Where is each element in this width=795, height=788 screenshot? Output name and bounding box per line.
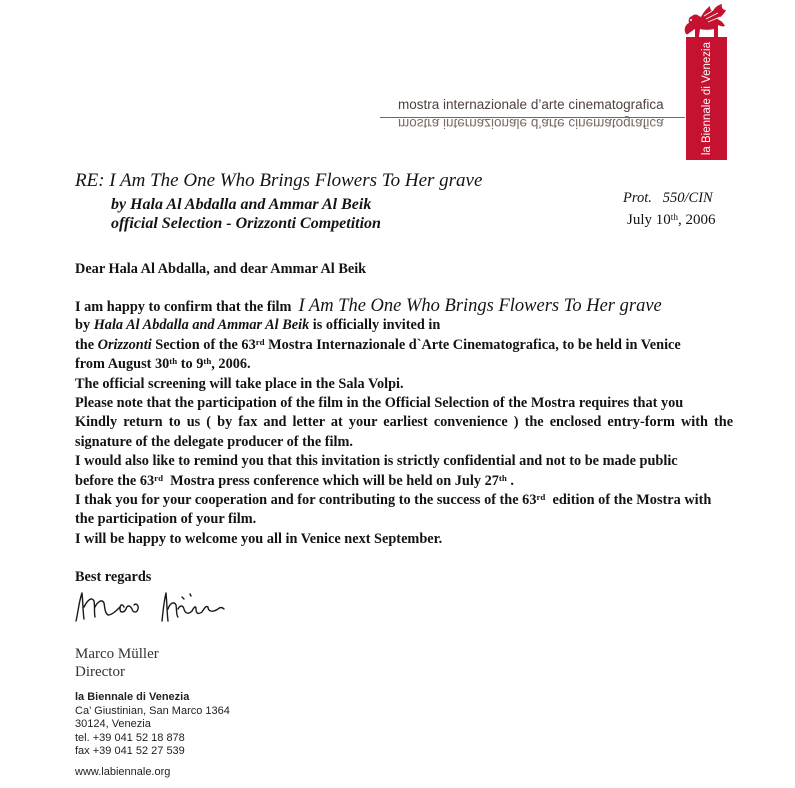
body-text: Mostra Internazionale d`Arte Cinematografica, to be held in Venice	[264, 336, 681, 353]
body-text: Mostra press conference which will be held on July 27	[163, 472, 499, 489]
brand-bar	[686, 37, 727, 160]
body-text: by	[75, 317, 94, 334]
body-line	[75, 433, 733, 452]
body-text: I am happy to confirm that the film	[75, 299, 292, 315]
ordinal-suffix: rd	[255, 336, 265, 347]
body-line	[75, 452, 733, 471]
ordinal-suffix: rd	[154, 472, 164, 483]
date-text: , 2006	[678, 212, 716, 228]
body-text: The official screening will take place in the Sala Volpi.	[75, 375, 404, 392]
body-text: Kindly return to us ( by fax and letter at your earliest convenience ) the enclosed entry-form with the	[75, 414, 734, 431]
salutation: Dear Hala Al Abdalla, and dear Ammar Al Beik	[75, 261, 367, 277]
ordinal-suffix: th	[498, 472, 507, 483]
winged-lion-icon	[682, 2, 728, 38]
body-text: .	[506, 472, 514, 489]
event-name-reflection: mostra internazionale d’arte cinematografica	[398, 116, 664, 131]
body-line	[75, 413, 733, 432]
body-text: , 2006.	[211, 356, 251, 373]
signature-image	[70, 585, 230, 630]
letter-body	[75, 297, 733, 549]
body-line	[75, 336, 733, 355]
body-line	[75, 510, 733, 529]
body-text: the	[75, 336, 98, 353]
body-line	[75, 472, 733, 491]
ordinal-suffix: th	[670, 212, 678, 223]
footer-website: www.labiennale.org	[75, 766, 171, 778]
body-text: I would also like to remind you that this invitation is strictly confidential and not to be made public	[75, 453, 678, 470]
body-text: Section of the 63	[151, 336, 256, 353]
ordinal-suffix: th	[203, 356, 212, 367]
subject-line: RE: I Am The One Who Brings Flowers To Her grave	[75, 170, 483, 191]
body-text: I thak you for your cooperation and for contributing to the success of the 63	[75, 491, 537, 508]
body-text: Please note that the participation of the film in the Official Selection of the Mostra requires that you	[75, 394, 684, 411]
body-line	[75, 355, 733, 374]
footer-telephone: tel. +39 041 52 18 878	[75, 732, 185, 744]
ordinal-suffix: rd	[536, 491, 546, 502]
body-text: before the 63	[75, 472, 155, 489]
letter-date	[627, 211, 716, 229]
body-text: is officially invited in	[309, 317, 441, 334]
footer-address-line: 30124, Venezia	[75, 718, 151, 730]
body-line	[75, 297, 733, 316]
section-name: Orizzonti	[97, 336, 152, 353]
footer-address-line: Ca’ Giustinian, San Marco 1364	[75, 705, 230, 717]
event-name: mostra internazionale d’arte cinematografica	[398, 97, 664, 112]
body-line	[75, 375, 733, 394]
body-text: I will be happy to welcome you all in Venice next September.	[75, 530, 443, 547]
signatory-title: Director	[75, 664, 125, 680]
body-text: to 9	[177, 356, 204, 373]
body-text: signature of the delegate producer of the film.	[75, 433, 353, 450]
subject-selection: official Selection - Orizzonti Competition	[111, 215, 381, 232]
body-line	[75, 530, 733, 549]
footer-organization: la Biennale di Venezia	[75, 691, 190, 703]
footer-fax: fax +39 041 52 27 539	[75, 745, 185, 757]
body-text: from August 30	[75, 356, 170, 373]
subject-authors: by Hala Al Abdalla and Ammar Al Beik	[111, 196, 372, 213]
protocol-number: Prot. 550/CIN	[623, 190, 713, 206]
body-line	[75, 316, 733, 335]
brand-vertical-text: la Biennale di Venezia	[700, 41, 713, 156]
director-names: Hala Al Abdalla and Ammar Al Beik	[93, 317, 310, 334]
body-text: the participation of your film.	[75, 511, 257, 528]
date-text: July 10	[627, 212, 671, 228]
body-line	[75, 491, 733, 510]
ordinal-suffix: th	[169, 356, 178, 367]
body-text: edition of the Mostra with	[545, 491, 712, 508]
signatory-name: Marco Müller	[75, 646, 159, 662]
body-line	[75, 394, 733, 413]
closing: Best regards	[75, 569, 152, 585]
film-title: I Am The One Who Brings Flowers To Her grave	[298, 296, 662, 316]
